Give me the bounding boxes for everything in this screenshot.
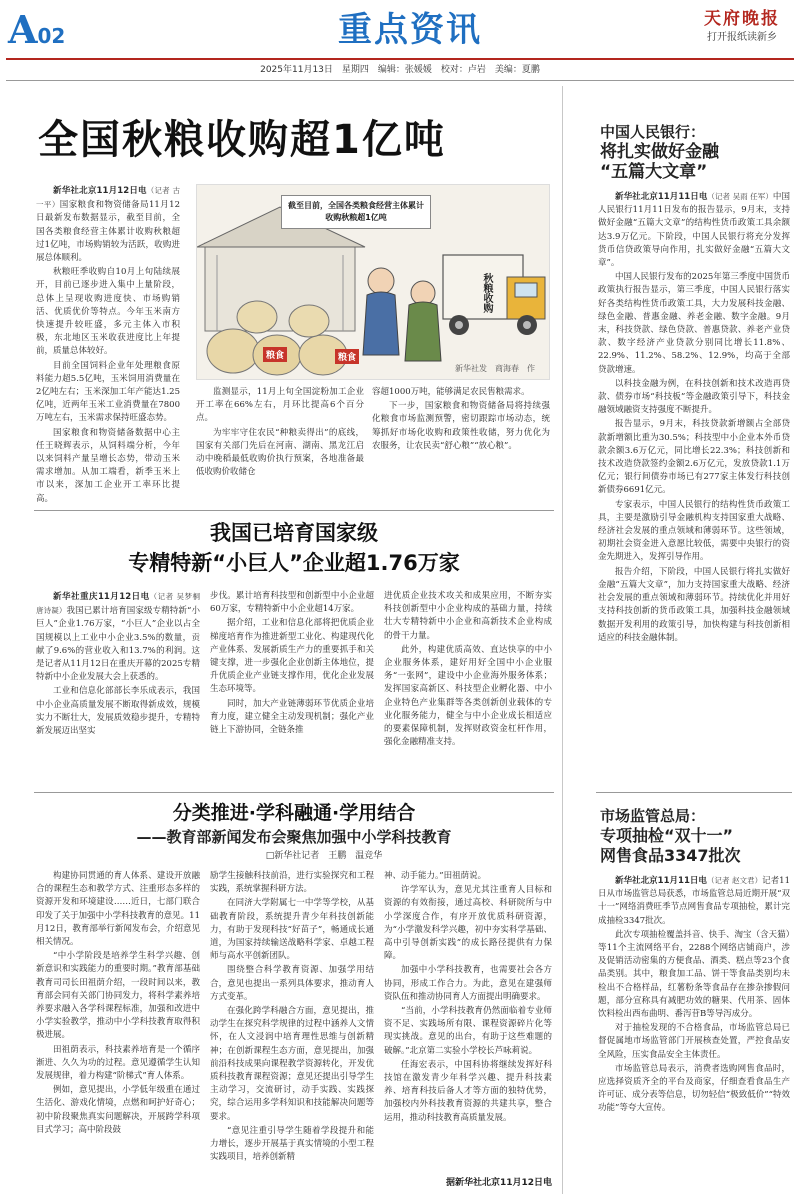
sidebar-divider (596, 792, 792, 793)
story2-headline (34, 518, 554, 578)
story3-para: 神、动手能力。”田祖荫说。 (384, 871, 487, 881)
sidebar1-kicker: 中国人民银行： (600, 123, 706, 141)
sidebar1-para: 专家表示，中国人民银行的结构性货币政策工具，主要是激励引导金融机构支持国家重大战略、经济社会发展的重点领域和薄弱环节。这些领域，初期社会资金进入意愿比较低，需要中央银行的资金先期进入，发挥引导作用。 (598, 499, 790, 563)
section-divider (34, 792, 554, 793)
story1-lead-agency: 新华社北京11月12日电 (53, 186, 147, 196)
column-divider (562, 86, 563, 1194)
story1-col1 (36, 184, 180, 507)
sidebar1-para: 中国人民银行发布的2025年第三季度中国货币政策执行报告显示，第三季度，中国人民银行落实好各类结构性货币政策工具，大力发展科技金融、绿色金融、普惠金融、养老金融、数字金融。9月末，科技贷款、绿色贷款、普惠贷款、养老产业贷款、数字经济产业贷款分别同比增长11.8%、22.9%、11.2%、58.2%、12.9%，均高于全部贷款增速。 (598, 272, 790, 375)
story1-para: 目前全国饲料企业年处理粮食原料能力超5.5亿吨，玉米饲用消费量在2亿吨左右；玉米深加工年产能达1.25亿吨，近两年玉米工业消费量在7800万吨左右，玉米需求保持旺盛态势。 (36, 360, 180, 424)
story3-para: 在同济大学附属七一中学等学校，从基础教育阶段，系统提升青少年科技创新能力，有助于发现科技“好苗子”，畅通成长通道，为国家持续输送战略科学家、卓越工程师与高水平创新团队。 (210, 898, 374, 962)
section-divider (34, 510, 554, 511)
story3-para: 构建协同贯通的育人体系、建设开放融合的课程生态和教学方式、注重形态多样的资源开发和环境建设……近日，七部门联合印发了关于加强中小学科技教育的意见。11月12日，教育部举行新闻发布会，介绍意见相关情况。 (36, 871, 200, 948)
sidebar1-body (598, 190, 790, 646)
story1-lead (36, 184, 180, 265)
story3-para: 例如，意见提出，小学低年级重在通过生活化、游戏化情境，点燃和呵护好奇心；初中阶段聚焦真实问题解决，开展跨学科项目式学习；高中阶段鼓 (36, 1085, 200, 1135)
story2-para: 进优质企业技术攻关和成果应用，不断夯实科技创新型中小企业构成的基础力量，持续壮大专精特新中小企业和高新技术企业构成的骨干力量。 (384, 591, 552, 641)
story3-para: 在强化跨学科融合方面，意见提出，推动学生在探究科学规律的过程中涵养人文情怀，在人文浸润中培育理性思维与创新精神；在创新课程生态方面，意见提出，加强前沿科技成果向课程教学资源转化，开发优质科技教育课程资源；意见还提出引导学生主动学习，交流研讨，动手实践、实践探究，综合运用多学科知识和技能解决问题等要求。 (210, 1006, 374, 1122)
story2-para: 步伐。累计培育科技型和创新型中小企业超60万家，专精特新中小企业超14万家。 (210, 591, 374, 615)
story2-lead-reporter: （记者 吴梦桐 唐诗凝） (36, 592, 200, 616)
sidebar2-body (598, 874, 790, 1117)
sidebar1-lead-reporter: （记者 吴雨 任军） (707, 192, 773, 201)
sidebar2-para: 记者11日从市场监管总局获悉，市场监管总局近期开展“双十一”网络消费旺季节点网售食品专项抽检，累计完成抽检3347批次。 (598, 876, 790, 926)
illustration-caption: 截至目前，全国各类粮食经营主体累计收购秋粮超1亿吨 (281, 195, 431, 229)
sidebar2-title-line2: 网售食品3347批次 (600, 846, 741, 865)
sidebar1-title-line2: “五篇大文章” (600, 162, 708, 182)
story2-lead (36, 590, 200, 684)
story3-para: 加强中小学科技教育，也需要社会各方协同，形成工作合力。为此，意见在建强师资队伍和推动协同育人方面提出明确要求。 (384, 965, 552, 1002)
story2-para: 工业和信息化部部长李乐成表示，我国中小企业高质量发展不断取得新成效，规模实力不断壮大，发展质效稳步提升，专精特新发展迈出坚实 (36, 686, 200, 737)
story2-col3 (384, 590, 552, 750)
story1-col3 (372, 386, 550, 454)
story3-para: 田祖荫表示，科技素养培育是一个循序渐进、久久为功的过程。意见遵循学生认知发展规律，着力构建“阶梯式”育人体系。 (36, 1044, 200, 1082)
story3-para: “当前，小学科技教育仍然面临着专业师资不足、实践场所有限、课程资源碎片化等现实挑战。意见的出台，有助于这些难题的破解。”北京第二实验小学校长芦咏莉说。 (384, 1006, 552, 1056)
brand-name: 天府晚报 (704, 9, 780, 29)
story3-headline-main: 分类推进·学科融通·学用结合 (172, 802, 416, 824)
sidebar1 (600, 122, 790, 182)
story1-para: 国家粮食和物资储备数据中心主任王晓辉表示，从饲料端分析，今年以来饲料产量呈增长态势，带动玉米需求增加。从加工端看，新季玉米上市以来，深加工企业开工率环比提高。 (36, 427, 180, 504)
sidebar1-lead (598, 190, 790, 270)
story2-para: 此外，构建优质高效、直达快享的中小企业服务体系，建好用好全国中小企业服务“一张网”，建设中小企业海外服务体系；发挥国家高新区、科技型企业孵化器、中小企业特色产业集群等各类创新创业载体的专业化服务能力，健全与中小企业成长相适应的要素保障机制，发挥财政资金杠杆作用，强化金融精准支持。 (384, 644, 552, 748)
story2-para: 我国已累计培育国家级专精特新“小巨人”企业1.76万家，“小巨人”企业以占全国规模以上工业中小企业3.5%的数量，贡献了9.6%的营业收入和13.7%的利润。这是记者从11月12日在重庆开幕的2025专精特新中小企业发展大会上获悉的。 (36, 606, 200, 683)
story2-headline-line1: 我国已培育国家级 (210, 521, 378, 545)
story1-para: 监测显示，11月上旬全国淀粉加工企业开工率在66%左右，月环比提高6个百分点。 (196, 387, 364, 424)
story3-para: “意见注重引导学生随着学段提升和能力增长，逐步开展基于真实情境的小型工程实践项目，培养创新精 (210, 1125, 374, 1163)
sack-label: 粮食 (263, 347, 287, 362)
story1-headline: 全国秋粮收购超1亿吨 (38, 117, 446, 163)
story3-dateline-end: 据新华社北京11月12日电 (445, 1178, 552, 1188)
dateline-rule (6, 80, 794, 81)
brand-logo (690, 8, 794, 54)
story3-para: 围绕整合科学教育资源、加强学用结合，意见也提出一系列具体要求，推动育人方式变革。 (210, 965, 374, 1002)
story1-para: 下一步，国家粮食和物资储备局将持续强化粮食市场监测预警，密切跟踪市场动态，统筹抓好市场化收购和政策性收储，努力优化为农服务，让农民卖“舒心粮”“放心粮”。 (372, 401, 550, 451)
header-rule (6, 58, 794, 60)
story2-para: 同时，加大产业链薄弱环节优质企业培育力度，建立健全主动发现机制；强化产业链上下游协同，全链条推 (210, 698, 374, 736)
story3-para: 励学生接触科技前沿，进行实验探究和工程实践，系统掌握科研方法。 (210, 871, 374, 895)
sidebar1-para: 报告介绍，下阶段，中国人民银行将扎实做好金融“五篇大文章”，加力支持国家重大战略、经济社会发展的重点领域和薄弱环节。持续优化并用好支持科技创新的货币政策工具，加强科技金融领域数据开发利用的政策引导，加快构建与科技创新相适应的科技金融体制。 (598, 566, 790, 643)
sidebar1-para: 报告显示，9月末，科技贷款新增额占全部贷款新增额比重为30.5%；科技型中小企业本外币贷款余额3.6万亿元，同比增长22.3%；科技创新和技术改造贷款签约金额2.6万亿元，发放贷款1.1万亿元；银行间债券市场已有277家主体发行科技创新债券6691亿元。 (598, 419, 790, 496)
sidebar2-lead (598, 874, 790, 928)
illustration (196, 184, 550, 380)
sidebar2 (600, 806, 790, 866)
section-title: 重点资讯 (338, 10, 482, 50)
sidebar2-lead-agency: 新华社北京11月11日电 (615, 876, 707, 886)
brand-slogan: 打开报纸读新乡 (707, 32, 777, 43)
story3-col3 (384, 870, 552, 1126)
story2-lead-agency: 新华社重庆11月12日电 (53, 592, 150, 602)
sidebar2-kicker: 市场监管总局： (600, 807, 706, 825)
dateline: 2025年11月13日 星期四 编辑：张媛媛 校对：卢岩 美编：夏鹏 (260, 65, 540, 75)
page-letter: A (8, 7, 38, 52)
story2-headline-line2: 专精特新“小巨人”企业超1.76万家 (128, 551, 460, 575)
story2-col1 (36, 590, 200, 739)
story3-col1 (36, 870, 200, 1138)
story2-col2 (210, 590, 374, 738)
truck-label: 秋粮收购 (481, 273, 492, 313)
story1-para: 容超1000万吨，能够满足农民售粮需求。 (372, 387, 530, 397)
story1-col2 (196, 386, 364, 480)
sack-label: 粮食 (335, 349, 359, 364)
story1-para: 国家粮食和物资储备局11月12日最新发布数据显示，截至目前，全国各类粮食经营主体累计收购秋粮超过1亿吨，市场购销较为活跃，收购进展总体顺利。 (36, 200, 181, 264)
story3-byline: □新华社记者 王鹏 温竞华 (265, 851, 383, 861)
sidebar2-title-line1: 专项抽检“双十一” (600, 826, 734, 845)
story1-lead-reporter: （记者 古一平） (36, 186, 180, 210)
sidebar2-para: 市场监管总局表示，消费者选购网售食品时，应选择资质齐全的平台及商家，仔细查看食品生产许可证、成分表等信息，切勿轻信“极致低价”“特效功能”等夸大宣传。 (598, 1063, 790, 1114)
story1-para: 秋粮旺季收购自10月上旬陆续展开，目前已逐步进入集中上量阶段，总体上呈现收购进度快、市场购销活、优质优价等特点。今年玉米南方快速提升较旺盛，多元主体入市积极，东北地区玉米收获进度比上年提前，质量总体较好。 (36, 267, 180, 357)
sidebar1-title-line1: 将扎实做好金融 (600, 142, 719, 162)
story3-para: 许学军认为，意见尤其注重育人目标和资源的有效衔接，通过高校、科研院所与中小学深度合作，有序开放优质科研资源，为“小学激发科学兴趣，初中夯实科学基础、高中引导创新实践”的成长路径提供有力保障。 (384, 885, 552, 962)
sidebar2-para: 此次专项抽检覆盖抖音、快手、淘宝（含天猫）等11个主流网络平台，2288个网络店铺商户，涉及促销活动密集的方便食品、酒类、糕点等23个食品类别。其中，粮食加工品、饼干等食品类别均未检出不合格样品，红薯粉条等食品存在掺杂掺假问题，部分宣称具有减肥功效的糖果、代用茶、固体饮料检出西布曲明、番泻苷B等导泻成分。 (598, 929, 790, 1020)
sidebar1-para: 中国人民银行11月11日发布的报告显示，9月末，支持做好金融“五篇大文章”的结构性货币政策工具余额达3.9万亿元。下阶段，中国人民银行将充分发挥货币信贷政策导向作用，扎实做好金融“五篇大文章”。 (598, 192, 790, 269)
sidebar1-lead-agency: 新华社北京11月11日电 (615, 192, 708, 202)
story3-para: 任海宏表示，中国科协将继续发挥好科技馆在激发青少年科学兴趣、提升科技素养、培育科技后备人才等方面的独特优势，加强校内外科技教育资源的共建共享，整合运用，推动科技教育高质量发展。 (384, 1059, 552, 1123)
story3-headline (34, 800, 554, 864)
page-number (8, 6, 88, 54)
sidebar2-lead-reporter: （记者 赵文君） (706, 876, 763, 885)
sidebar1-para: 以科技金融为例，在科技创新和技术改造再贷款、债券市场“科技板”等金融政策引导下，科技金融领域融资支持强度不断提升。 (598, 378, 790, 416)
story1-para: 为牢牢守住农民“种粮卖得出”的底线，国家有关部门先后在河南、湖南、黑龙江启动中晚稻最低收购价执行预案，各地准备最低收购价收储仓 (196, 427, 364, 478)
story3-subheadline: ——教育部新闻发布会聚焦加强中小学科技教育 (136, 828, 452, 846)
illustration-credit: 新华社发 商海春 作 (455, 364, 535, 373)
page-number-digits: 02 (37, 24, 66, 48)
story3-col2 (210, 870, 374, 1165)
story3-para: “中小学阶段是培养学生科学兴趣、创新意识和实践能力的重要时期。”教育部基础教育司司长田祖荫介绍，一段时间以来，教育部会同有关部门协同发力，将科学素养培养要求融入各学科课程标准，加强和改进中小学实验教学，推动中小学科技教育取得积极进展。 (36, 951, 200, 1041)
sidebar2-para: 对于抽检发现的不合格食品，市场监管总局已督促属地市场监管部门开展核查处置，严控食品安全风险，压实食品安全主体责任。 (598, 1023, 790, 1060)
story2-para: 据介绍，工业和信息化部将把优质企业梯度培育作为推进新型工业化、构建现代化产业体系、发展新质生产力的重要抓手和关键支撑，进一步强化企业创新主体地位，提升优质企业产业链支撑作用，优化企业发展生态环境等。 (210, 618, 374, 695)
